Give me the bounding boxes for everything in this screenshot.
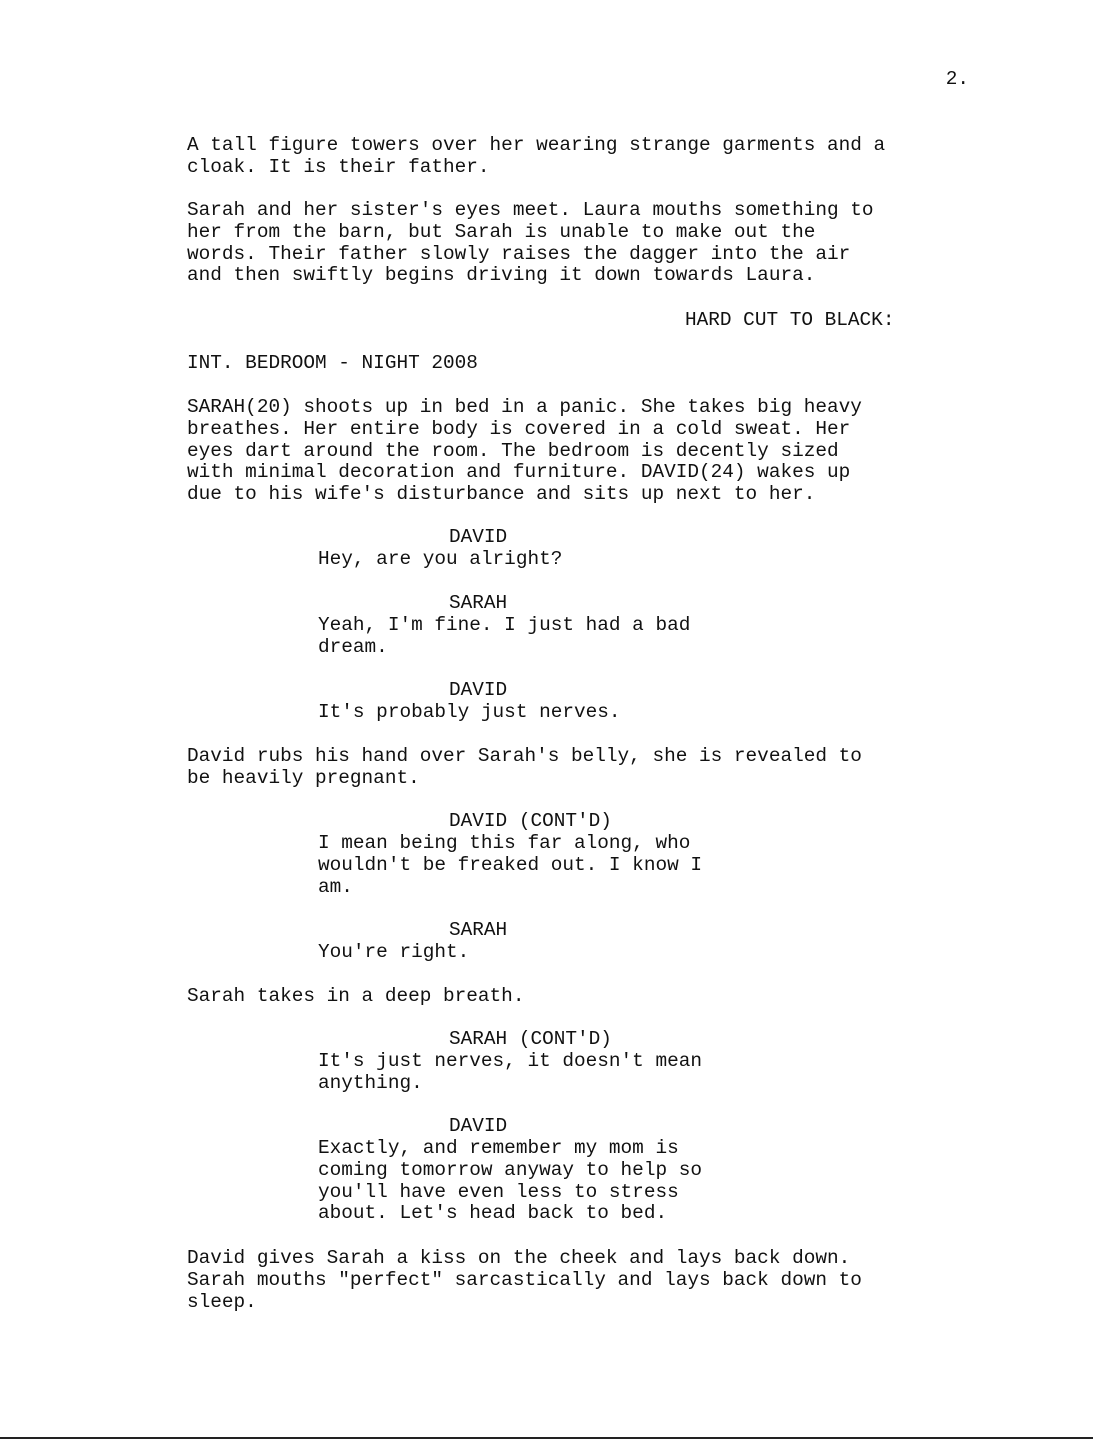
action-block [187, 986, 524, 1008]
script-line: sleep. [187, 1290, 257, 1313]
script-line: SARAH [449, 919, 508, 941]
script-line: words. Their father slowly raises the dagger into the air [187, 242, 851, 265]
dialogue-block [318, 833, 702, 898]
script-line: DAVID [449, 1115, 508, 1137]
script-line: David rubs his hand over Sarah's belly, she is revealed to [187, 745, 862, 767]
dialogue-block [318, 702, 621, 724]
script-line: DAVID (CONT'D) [449, 810, 612, 832]
action-block [187, 135, 885, 179]
script-line: Sarah takes in a deep breath. [187, 985, 525, 1007]
script-line: INT. BEDROOM - NIGHT 2008 [187, 352, 478, 374]
script-line: cloak. It is their father. [187, 155, 490, 178]
script-line: A tall figure towers over her wearing strange garments and a [187, 134, 886, 156]
script-line: SARAH [449, 592, 508, 614]
script-line: David gives Sarah a kiss on the cheek and lays back down. [187, 1247, 851, 1269]
dialogue-block [318, 615, 690, 659]
script-line: due to his wife's disturbance and sits up next to her. [187, 483, 816, 506]
character-cue [449, 680, 507, 702]
script-line: be heavily pregnant. [187, 766, 420, 789]
script-line: about. Let's head back to bed. [318, 1202, 668, 1225]
script-line: HARD CUT TO BLACK: [685, 309, 895, 331]
character-cue [449, 920, 507, 942]
script-line: DAVID [449, 526, 508, 548]
script-line: anything. [318, 1071, 423, 1094]
character-cue [449, 527, 507, 549]
script-line: It's probably just nerves. [318, 701, 621, 723]
script-line: Sarah mouths "perfect" sarcastically and lays back down to [187, 1268, 862, 1291]
dialogue-block [318, 549, 562, 571]
action-block [187, 397, 862, 506]
character-cue [449, 811, 612, 833]
script-line: It's just nerves, it doesn't mean [318, 1050, 702, 1072]
script-line: SARAH(20) shoots up in bed in a panic. She takes big heavy [187, 396, 862, 418]
script-line: Hey, are you alright? [318, 548, 563, 570]
script-line: SARAH (CONT'D) [449, 1028, 612, 1050]
script-line: wouldn't be freaked out. I know I [318, 853, 702, 876]
character-cue [449, 593, 507, 615]
action-block [187, 1248, 862, 1313]
action-block [187, 746, 862, 790]
script-line: Sarah and her sister's eyes meet. Laura mouths something to [187, 199, 874, 221]
dialogue-block [318, 942, 469, 964]
script-line: DAVID [449, 679, 508, 701]
transition-line [685, 310, 894, 332]
dialogue-block [318, 1138, 702, 1225]
script-line: coming tomorrow anyway to help so [318, 1158, 702, 1181]
script-line: dream. [318, 635, 388, 658]
script-line: and then swiftly begins driving it down towards Laura. [187, 264, 816, 287]
character-cue [449, 1029, 612, 1051]
character-cue [449, 1116, 507, 1138]
script-line: with minimal decoration and furniture. DAVID(24) wakes up [187, 461, 851, 484]
script-line: you'll have even less to stress [318, 1180, 679, 1203]
scene-heading [187, 353, 478, 375]
script-line: You're right. [318, 941, 470, 963]
page-number: 2. [945, 68, 969, 90]
script-line: eyes dart around the room. The bedroom is decently sized [187, 439, 839, 462]
script-line: her from the barn, but Sarah is unable to make out the [187, 220, 816, 243]
dialogue-block [318, 1051, 702, 1095]
script-line: breathes. Her entire body is covered in a cold sweat. Her [187, 417, 851, 440]
script-line: I mean being this far along, who [318, 832, 691, 854]
script-line: am. [318, 875, 353, 898]
script-line: Yeah, I'm fine. I just had a bad [318, 614, 691, 636]
action-block [187, 200, 874, 287]
script-line: Exactly, and remember my mom is [318, 1137, 679, 1159]
